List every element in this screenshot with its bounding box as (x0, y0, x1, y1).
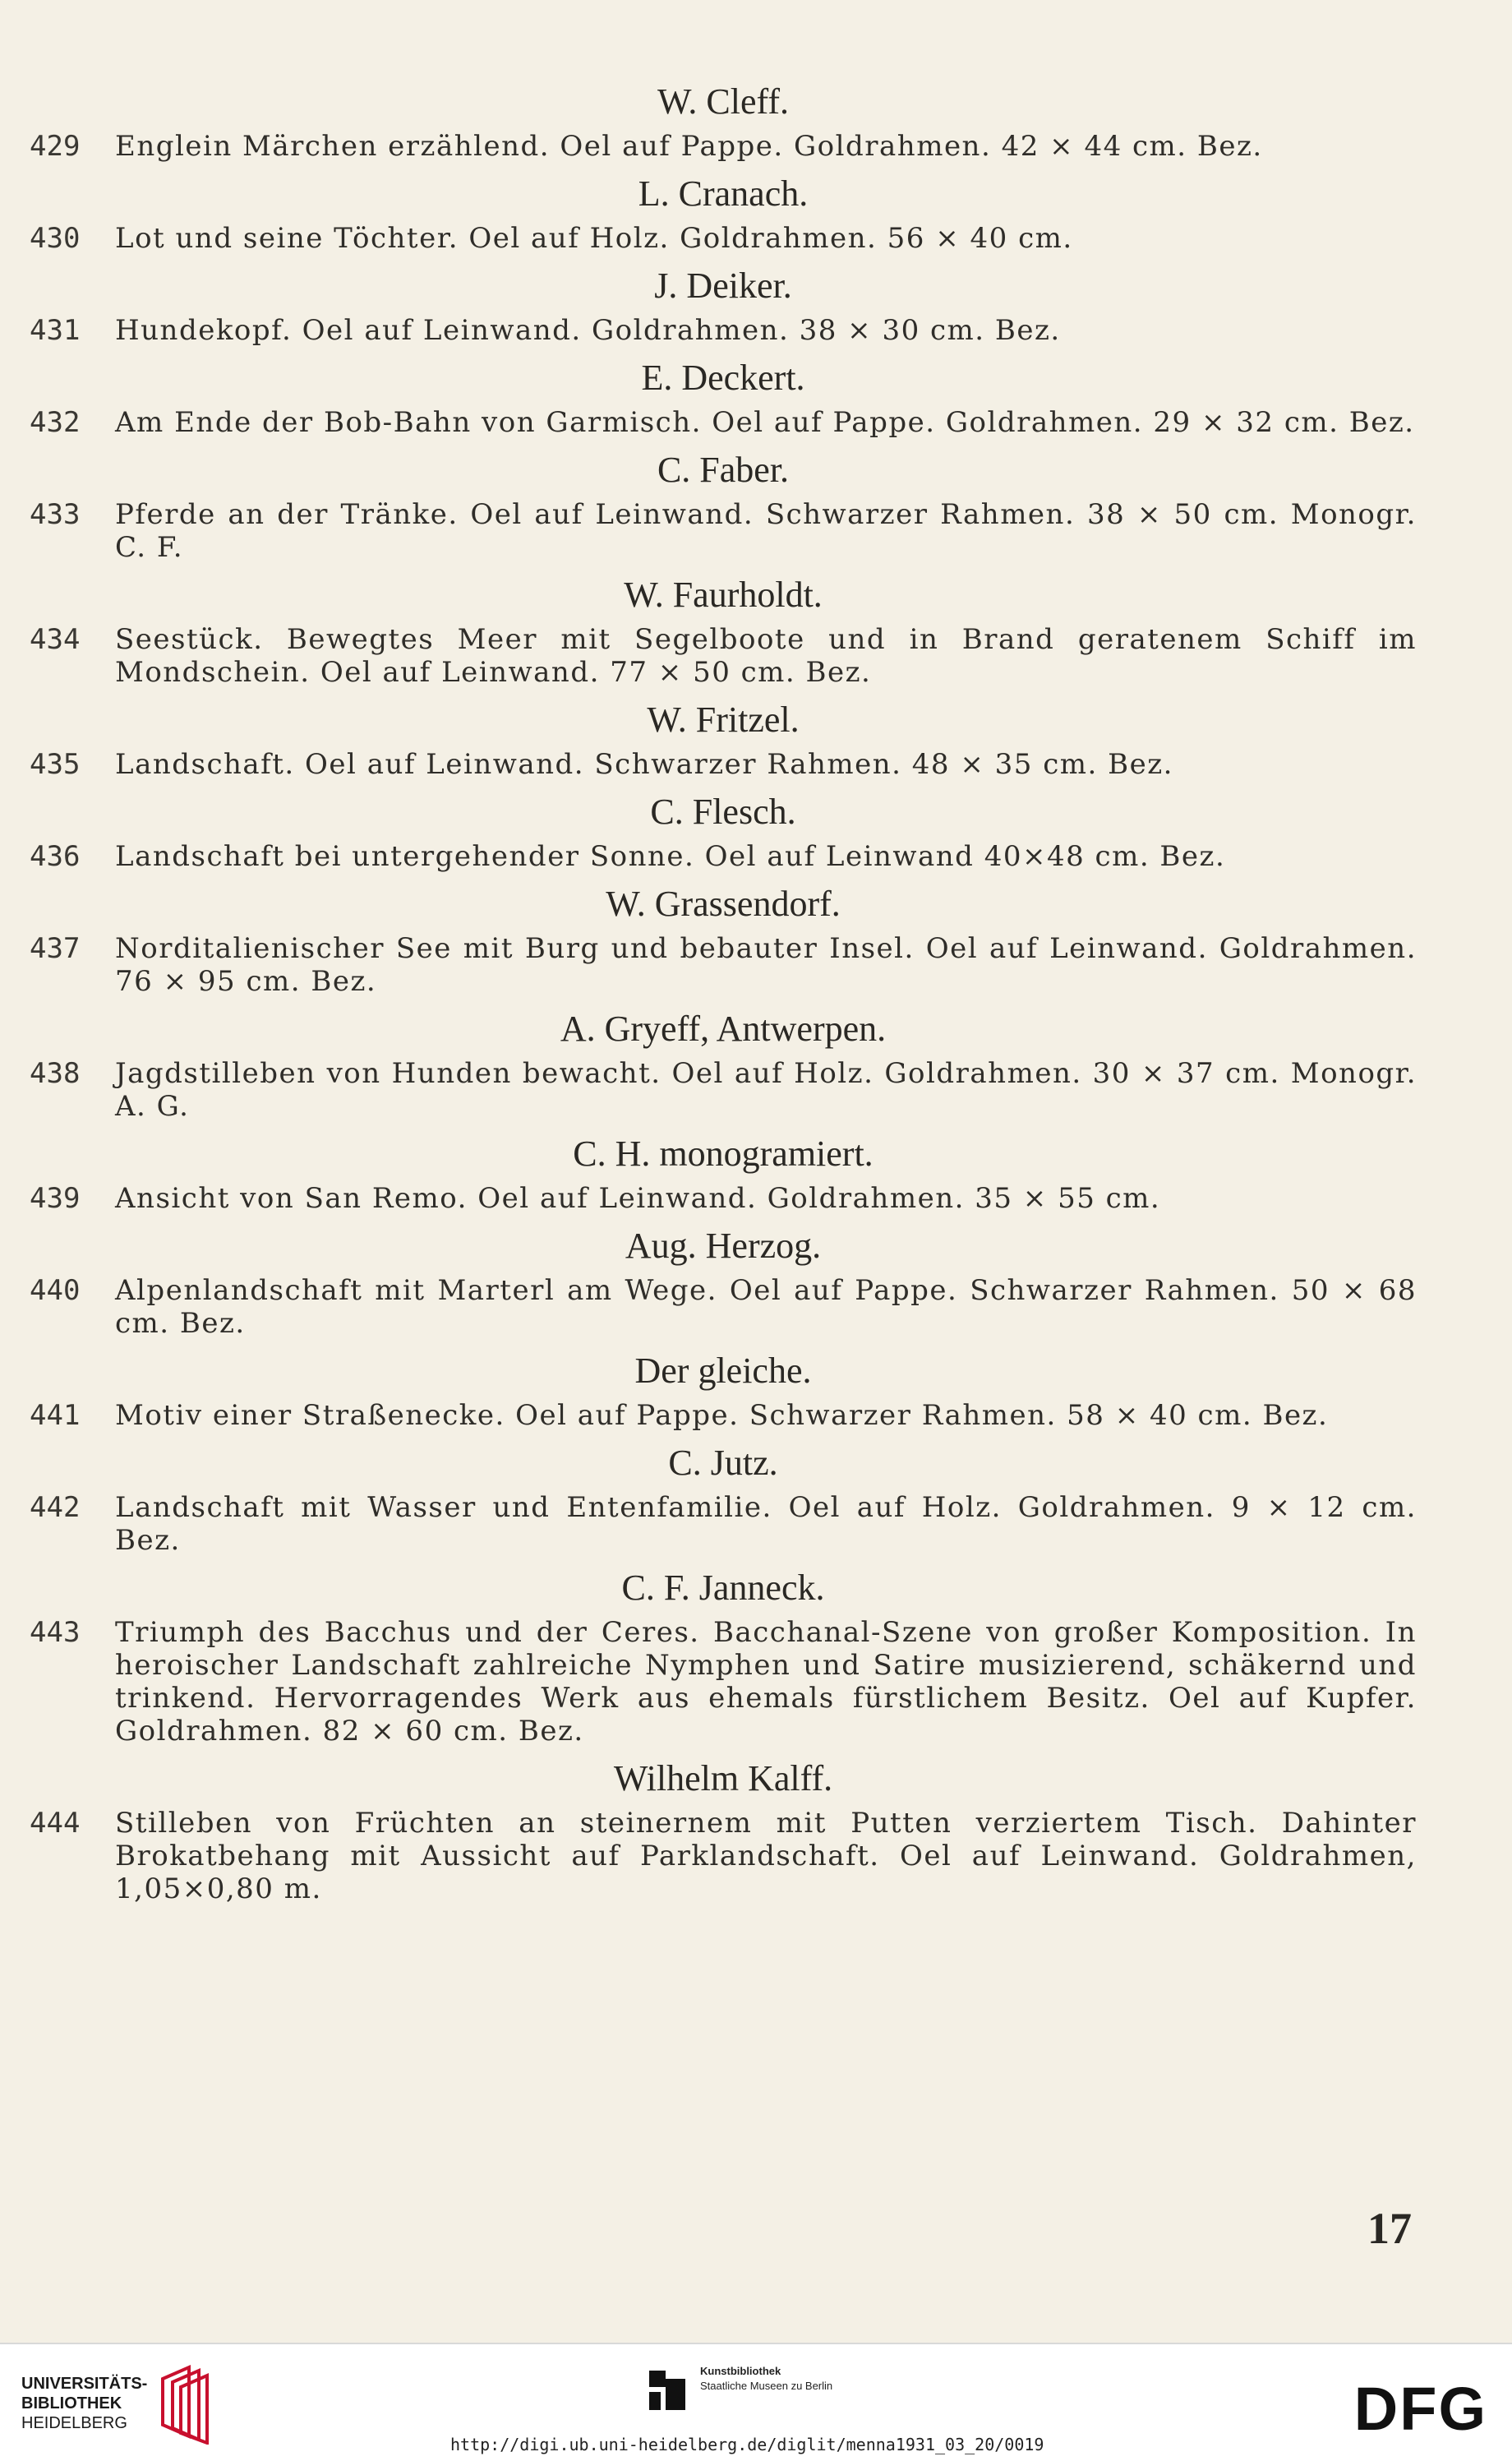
artist-heading: W. Cleff. (657, 81, 790, 122)
catalog-entry (30, 130, 1417, 163)
lot-number: 435 (30, 748, 81, 781)
kb-line-2: Staatliche Museen zu Berlin (700, 2380, 833, 2392)
catalog-entry (30, 1182, 1417, 1215)
lot-number: 442 (30, 1491, 81, 1524)
source-url[interactable]: http://digi.ub.uni-heidelberg.de/diglit/menna1931_03_20/0019 (450, 2435, 1044, 2454)
catalog-entry (30, 314, 1417, 347)
digitization-footer (0, 2343, 1512, 2461)
artist-heading: Aug. Herzog. (625, 1226, 822, 1266)
catalog-entry (30, 406, 1417, 439)
lot-description: Motiv einer Straßenecke. Oel auf Pappe. Schwarzer Rahmen. 58 × 40 cm. Bez. (115, 1399, 1329, 1432)
catalog-entry (30, 623, 1417, 689)
catalog-entries (30, 79, 1417, 1914)
artist-heading: C. Faber. (657, 450, 790, 490)
artist-heading: W. Grassendorf. (606, 884, 841, 924)
uni-line-2: BIBLIOTHEK (21, 2394, 122, 2413)
lot-number: 436 (30, 840, 81, 873)
catalog-entry (30, 1807, 1417, 1905)
lot-number: 432 (30, 406, 81, 439)
artist-heading: Wilhelm Kalff. (613, 1758, 833, 1798)
uni-line-1: UNIVERSITÄTS- (21, 2375, 148, 2393)
kunstbibliothek-logo-icon[interactable] (646, 2367, 692, 2413)
lot-description: Triumph des Bacchus und der Ceres. Bacchanal-Szene von großer Komposition. In heroischer Landschaft zahlreiche Nymphen und Satire musizierend, schäkernd und trinkend. Hervorragendes Werk aus ehemals fürstlichem Besitz. Oel auf Kupfer. Goldrahmen. 82 × 60 cm. Bez. (115, 1616, 1417, 1748)
catalog-entry (30, 1399, 1417, 1432)
artist-heading: C. H. monogramiert. (573, 1134, 874, 1174)
catalog-entry (30, 1491, 1417, 1557)
lot-description: Pferde an der Tränke. Oel auf Leinwand. Schwarzer Rahmen. 38 × 50 cm. Monogr. C. F. (115, 498, 1417, 564)
lot-description: Englein Märchen erzählend. Oel auf Pappe. Goldrahmen. 42 × 44 cm. Bez. (115, 130, 1263, 163)
lot-description: Landschaft bei untergehender Sonne. Oel auf Leinwand 40×48 cm. Bez. (115, 840, 1226, 873)
kb-line-1: Kunstbibliothek (700, 2365, 781, 2377)
lot-number: 443 (30, 1616, 81, 1649)
lot-number: 433 (30, 498, 81, 531)
lot-number: 437 (30, 932, 81, 965)
lot-description: Ansicht von San Remo. Oel auf Leinwand. Goldrahmen. 35 × 55 cm. (115, 1182, 1161, 1215)
catalog-entry (30, 1057, 1417, 1123)
artist-heading: C. F. Janneck. (621, 1568, 825, 1608)
lot-description: Norditalienischer See mit Burg und bebauter Insel. Oel auf Leinwand. Goldrahmen. 76 × 95 cm. Bez. (115, 932, 1417, 998)
lot-description: Hundekopf. Oel auf Leinwand. Goldrahmen. 38 × 30 cm. Bez. (115, 314, 1061, 347)
lot-number: 431 (30, 314, 81, 347)
catalog-entry (30, 748, 1417, 781)
lot-number: 429 (30, 130, 81, 163)
artist-heading: Der gleiche. (634, 1351, 812, 1391)
kunstbibliothek-name[interactable] (700, 2364, 832, 2394)
artist-heading: W. Fritzel. (647, 700, 800, 740)
artist-heading: A. Gryeff, Antwerpen. (560, 1009, 887, 1049)
lot-number: 440 (30, 1274, 81, 1307)
catalog-entry (30, 1274, 1417, 1340)
lot-description: Stilleben von Früchten an steinernem mit Putten verziertem Tisch. Dahinter Brokatbehang mit Aussicht auf Parklandschaft. Oel auf Leinwand. Goldrahmen, 1,05×0,80 m. (115, 1807, 1417, 1905)
catalog-entry (30, 1616, 1417, 1748)
lot-number: 441 (30, 1399, 81, 1432)
page-number: 17 (1367, 2204, 1412, 2253)
artist-heading: E. Deckert. (641, 358, 805, 398)
lot-description: Alpenlandschaft mit Marterl am Wege. Oel auf Pappe. Schwarzer Rahmen. 50 × 68 cm. Bez. (115, 1274, 1417, 1340)
artist-heading: L. Cranach. (638, 173, 809, 214)
lot-description: Jagdstilleben von Hunden bewacht. Oel auf Holz. Goldrahmen. 30 × 37 cm. Monogr. A. G. (115, 1057, 1417, 1123)
lot-description: Seestück. Bewegtes Meer mit Segelboote und in Brand geratenem Schiff im Mondschein. Oel auf Leinwand. 77 × 50 cm. Bez. (115, 623, 1417, 689)
catalog-entry (30, 498, 1417, 564)
lot-description: Am Ende der Bob-Bahn von Garmisch. Oel auf Pappe. Goldrahmen. 29 × 32 cm. Bez. (115, 406, 1415, 439)
heidelberg-logo-icon[interactable] (156, 2362, 214, 2445)
heidelberg-library-name[interactable] (21, 2374, 147, 2433)
artist-heading: C. Jutz. (668, 1443, 778, 1483)
lot-number: 439 (30, 1182, 81, 1215)
artist-heading: W. Faurholdt. (624, 575, 823, 615)
lot-number: 430 (30, 222, 81, 255)
lot-description: Landschaft. Oel auf Leinwand. Schwarzer Rahmen. 48 × 35 cm. Bez. (115, 748, 1173, 781)
uni-line-3: HEIDELBERG (21, 2414, 127, 2432)
lot-description: Landschaft mit Wasser und Entenfamilie. Oel auf Holz. Goldrahmen. 9 × 12 cm. Bez. (115, 1491, 1417, 1557)
lot-number: 434 (30, 623, 81, 656)
catalog-entry (30, 840, 1417, 873)
artist-heading: J. Deiker. (654, 265, 792, 306)
dfg-logo[interactable]: DFG (1353, 2375, 1487, 2443)
lot-number: 438 (30, 1057, 81, 1090)
artist-heading: C. Flesch. (650, 792, 796, 832)
lot-number: 444 (30, 1807, 81, 1840)
catalog-entry (30, 932, 1417, 998)
catalog-entry (30, 222, 1417, 255)
lot-description: Lot und seine Töchter. Oel auf Holz. Goldrahmen. 56 × 40 cm. (115, 222, 1073, 255)
